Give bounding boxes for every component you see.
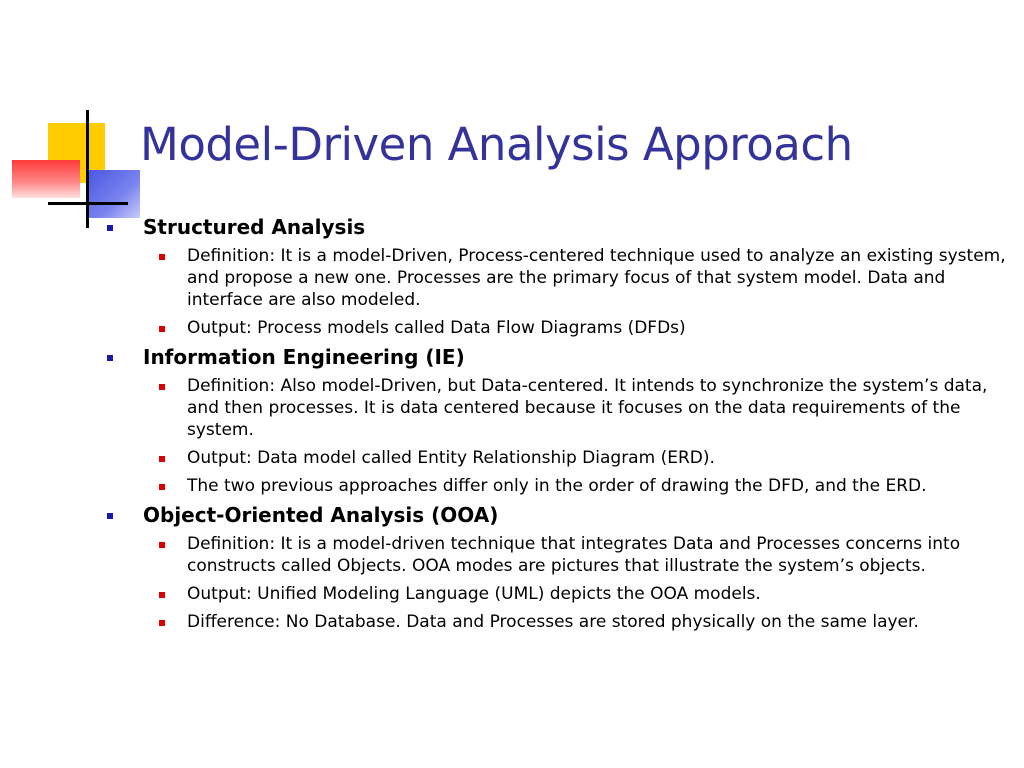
list-item	[100, 375, 1010, 441]
list-item	[100, 583, 1010, 605]
list-item	[100, 447, 1010, 469]
list-item-text: Output: Data model called Entity Relationship Diagram (ERD).	[187, 448, 715, 468]
bullet-list	[100, 215, 1010, 639]
section-heading-text: Information Engineering (IE)	[143, 345, 465, 369]
blue-square	[88, 170, 140, 218]
list-item-text: Definition: Also model-Driven, but Data-centered. It intends to synchronize the system’s data, and then processes. It is data centered because it focuses on the data requirements of the system.	[187, 376, 988, 440]
section-heading-text: Object-Oriented Analysis (OOA)	[143, 503, 499, 527]
square-bullet-icon	[159, 326, 165, 332]
list-item	[100, 317, 1010, 339]
square-bullet-icon	[159, 254, 165, 260]
list-item-text: Definition: It is a model-Driven, Process-centered technique used to analyze an existing system, and propose a new one. Processes are the primary focus of that system model. Data and interface are also modeled.	[187, 246, 1006, 310]
list-item-text: Definition: It is a model-driven technique that integrates Data and Processes concerns into constructs called Objects. OOA modes are pictures that illustrate the system’s objects.	[187, 534, 961, 576]
square-bullet-icon	[159, 620, 165, 626]
list-item-text: Output: Unified Modeling Language (UML) depicts the OOA models.	[187, 584, 761, 604]
square-bullet-icon	[159, 384, 165, 390]
square-bullet-icon	[159, 456, 165, 462]
square-bullet-icon	[107, 513, 113, 519]
section-heading	[100, 503, 1010, 527]
section-heading	[100, 215, 1010, 239]
slide-title: Model-Driven Analysis Approach	[140, 118, 853, 171]
square-bullet-icon	[159, 542, 165, 548]
list-item	[100, 611, 1010, 633]
square-bullet-icon	[107, 225, 113, 231]
list-item-text: The two previous approaches differ only in the order of drawing the DFD, and the ERD.	[187, 476, 927, 496]
list-item-text: Difference: No Database. Data and Processes are stored physically on the same layer.	[187, 612, 919, 632]
square-bullet-icon	[159, 592, 165, 598]
horizontal-line	[48, 202, 128, 205]
list-item-text: Output: Process models called Data Flow Diagrams (DFDs)	[187, 318, 686, 338]
vertical-line	[86, 110, 89, 228]
list-item	[100, 533, 1010, 577]
list-item	[100, 245, 1010, 311]
decorative-logo	[0, 0, 160, 240]
red-square	[12, 160, 80, 198]
section-heading	[100, 345, 1010, 369]
square-bullet-icon	[159, 484, 165, 490]
list-item	[100, 475, 1010, 497]
square-bullet-icon	[107, 355, 113, 361]
section-heading-text: Structured Analysis	[143, 215, 366, 239]
